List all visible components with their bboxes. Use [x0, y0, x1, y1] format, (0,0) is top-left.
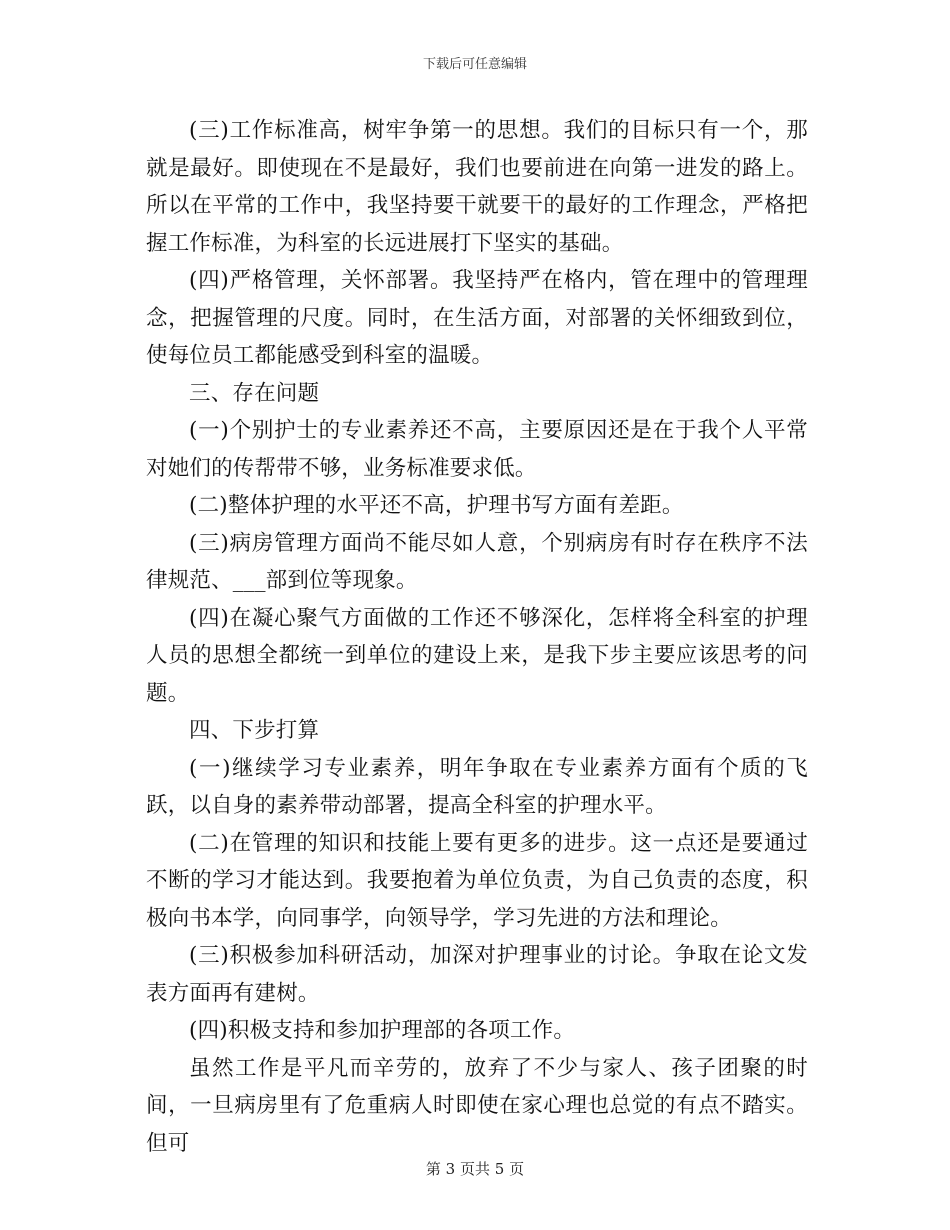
paragraph-work-standard: (三)工作标准高，树牢争第一的思想。我们的目标只有一个，那就是最好。即使现在不是最好，我们也要前进在向第一进发的路上。所以在平常的工作中，我坚持要干就要干的最好的工作理念，严格把握工作标准，为科室的长远进展打下坚实的基础。: [146, 118, 808, 256]
page-number: 第 3 页共 5 页: [425, 1160, 525, 1178]
paragraph-plan-4: (四)积极支持和参加护理部的各项工作。: [189, 1018, 576, 1043]
paragraph-closing: 虽然工作是平凡而辛劳的，放弃了不少与家人、孩子团聚的时间，一旦病房里有了危重病人时即使在家心理也总觉的有点不踏实。但可: [146, 1055, 808, 1156]
paragraph-problem-4: (四)在凝心聚气方面做的工作还不够深化，怎样将全科室的护理人员的思想全都统一到单位的建设上来，是我下步主要应该思考的问题。: [146, 605, 808, 706]
document-body: [146, 112, 808, 1162]
section-heading-next-steps: 四、下步打算: [189, 718, 320, 743]
section-heading-problems: 三、存在问题: [189, 380, 320, 406]
page-header: 下载后可任意编辑: [422, 57, 527, 72]
paragraph-problem-3: (三)病房管理方面尚不能尽如人意，个别病房有时存在秩序不法律规范、___部到位等现象。: [146, 530, 808, 593]
paragraph-plan-2: (二)在管理的知识和技能上要有更多的进步。这一点还是要通过不断的学习才能达到。我要抱着为单位负责，为自己负责的态度，积极向书本学，向同事学，向领导学，学习先进的方法和理论。: [146, 830, 808, 931]
paragraph-problem-2: (二)整体护理的水平还不高，护理书写方面有差距。: [189, 493, 684, 518]
paragraph-strict-management: (四)严格管理，关怀部署。我坚持严在格内，管在理中的管理理念，把握管理的尺度。同时，在生活方面，对部署的关怀细致到位，使每位员工都能感受到科室的温暖。: [146, 268, 808, 368]
paragraph-plan-3: (三)积极参加科研活动，加深对护理事业的讨论。争取在论文发表方面再有建树。: [146, 943, 808, 1006]
paragraph-plan-1: (一)继续学习专业素养，明年争取在专业素养方面有个质的飞跃，以自身的素养带动部署，提高全科室的护理水平。: [146, 755, 808, 818]
paragraph-problem-1: (一)个别护士的专业素养还不高，主要原因还是在于我个人平常对她们的传帮带不够，业务标准要求低。: [146, 418, 808, 481]
